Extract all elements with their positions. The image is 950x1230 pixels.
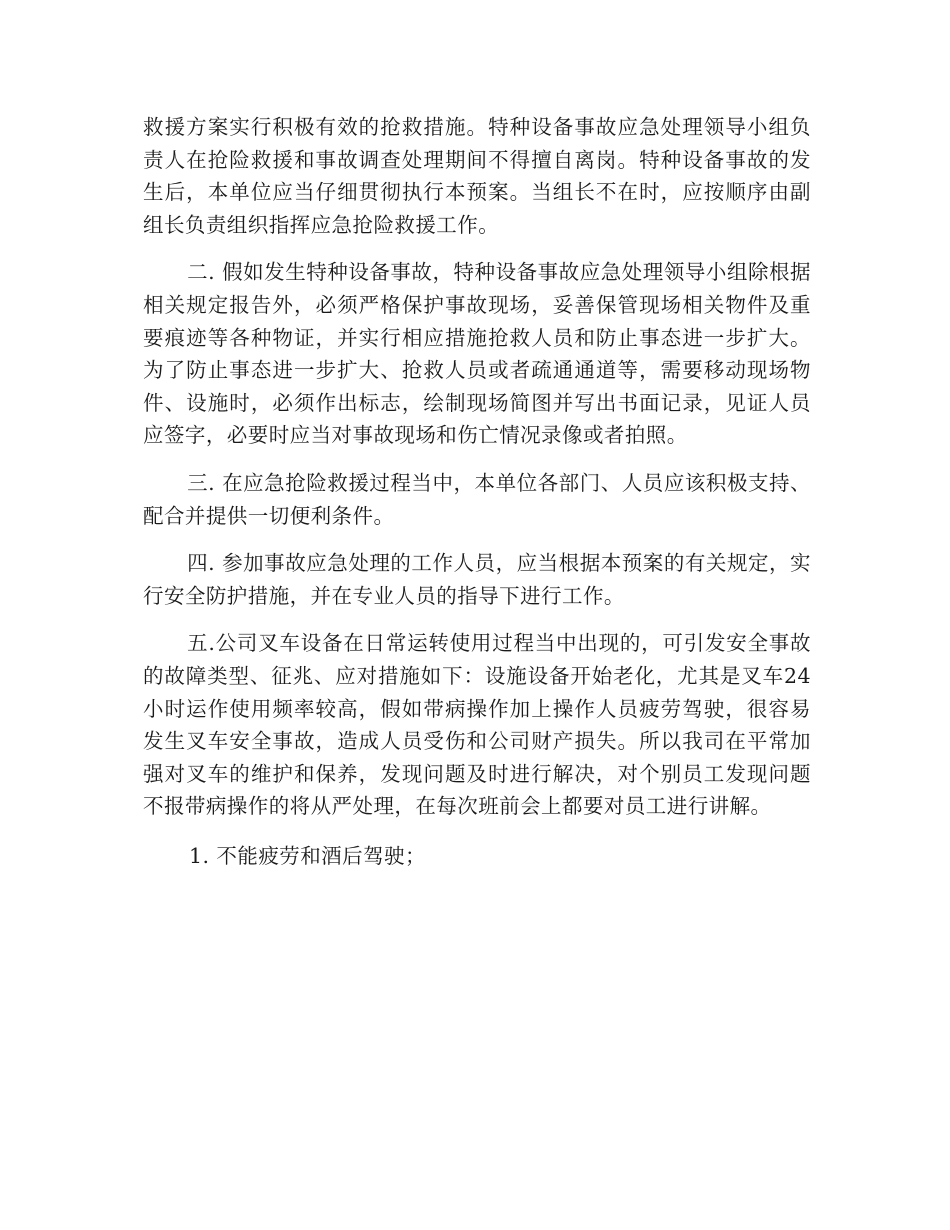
- list-item: 1. 不能疲劳和酒后驾驶；: [189, 843, 426, 868]
- paragraph-section-four: 四. 参加事故应急处理的工作人员，应当根据本预案的有关规定，实行安全防护措施，并在专业人员的指导下进行工作。: [143, 551, 811, 608]
- paragraph-section-three: 三. 在应急抢险救援过程当中，本单位各部门、人员应该积极支持、配合并提供一切便利条件。: [143, 470, 811, 528]
- paragraph-section-five: 五.公司叉车设备在日常运转使用过程当中出现的，可引发安全事故的故障类型、征兆、应对措施如下：设施设备开始老化，尤其是叉车24小时运作使用频率较高，假如带病操作加上操作人员疲劳驾驶，很容易发生叉车安全事故，造成人员受伤和公司财产损失。所以我司在平常加强对叉车的维护和保养，发现问题及时进行解决，对个别员工发现问题不报带病操作的将从严处理，在每次班前会上都要对员工进行讲解。: [143, 631, 811, 819]
- document-body: [143, 111, 811, 872]
- paragraph-section-two: 二. 假如发生特种设备事故，特种设备事故应急处理领导小组除根据相关规定报告外，必须严格保护事故现场，妥善保管现场相关物件及重要痕迹等各种物证，并实行相应措施抢救人员和防止事态进一步扩大。为了防止事态进一步扩大、抢救人员或者疏通通道等，需要移动现场物件、设施时，必须作出标志，绘制现场简图并写出书面记录，见证人员应签字，必要时应当对事故现场和伤亡情况录像或者拍照。: [143, 260, 811, 448]
- paragraph-rescue-plan: 救援方案实行积极有效的抢救措施。特种设备事故应急处理领导小组负责人在抢险救援和事故调查处理期间不得擅自离岗。特种设备事故的发生后，本单位应当仔细贯彻执行本预案。当组长不在时，应按顺序由副组长负责组织指挥应急抢险救援工作。: [143, 115, 811, 237]
